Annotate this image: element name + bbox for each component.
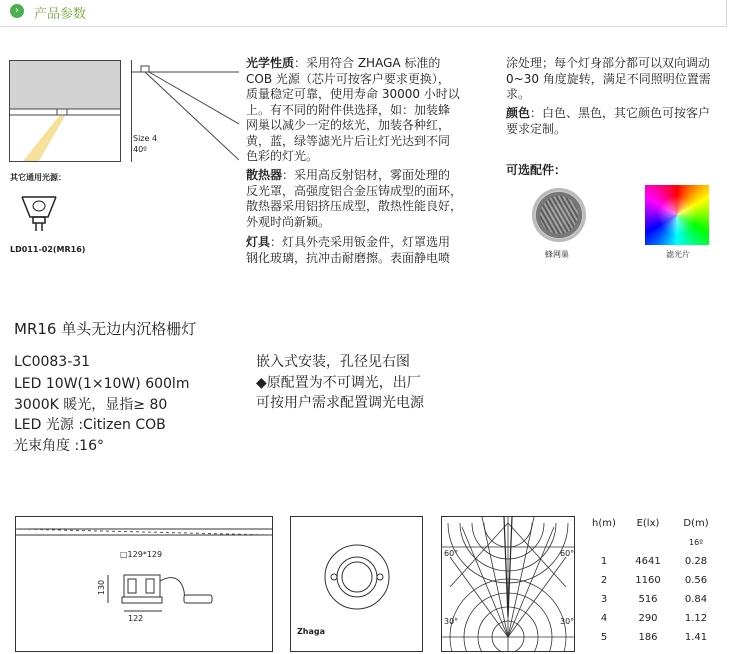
spec-light-source: LED 光源 :Citizen COB [14, 417, 166, 433]
honeycomb-label: 蜂网巢 [545, 250, 569, 259]
feature-heatsink-heading: 散热器 [246, 168, 283, 182]
color-filter-label: 滤光片 [666, 250, 690, 259]
dimension-drawing [15, 516, 273, 652]
feature-optical-heading: 光学性质 [246, 56, 295, 70]
feature-fixture-heading: 灯具 [246, 235, 271, 249]
table-row-4-e: 290 [638, 613, 658, 624]
chevron-right-icon: › [10, 4, 24, 18]
product-specs [14, 374, 189, 456]
size-label: Size 4 [133, 134, 158, 143]
angle-label: 40º [133, 145, 147, 154]
table-header-d: D(m) [683, 518, 709, 529]
zhaga-label: Zhaga [297, 627, 326, 636]
height-label: 130 [97, 579, 107, 596]
accessories-heading: 可选配件： [506, 163, 567, 177]
table-row-5-d: 1.41 [684, 632, 708, 643]
spec-color-temperature: 3000K 暖光，显指≥ 80 [14, 396, 168, 413]
honeycomb-accessory-image [532, 188, 586, 242]
table-row-3-e: 516 [638, 594, 658, 605]
polar-angle-left-top: 60° [444, 549, 459, 558]
color-filter-accessory-image [645, 185, 709, 245]
feature-optical: 光学性质：采用符合 ZHAGA 标准的 COB 光源（芯片可按客户要求更换）， 质量稳定可靠，使用寿命 30000 小时以 上。有不同的附件供选择，如：加装蜂 网巢以减少一定的炫光，加装各种红， 黄，蓝，绿等滤光片后让灯光达到不同 色彩的灯光。 [246, 56, 460, 163]
section-header [0, 0, 741, 26]
table-row-5-e: 186 [638, 632, 658, 643]
table-row-1-d: 0.28 [684, 556, 708, 567]
width-label: 122 [128, 614, 144, 623]
polar-angle-left-bottom: 30° [444, 617, 459, 626]
illuminance-table [582, 516, 732, 652]
install-notes: 嵌入式安装，孔径见右图 ◆原配置为不可调光，出厂 可按用户需求配置调光电源 [256, 354, 424, 411]
table-row-4-h: 4 [600, 613, 608, 624]
table-row-2-d: 0.56 [684, 575, 708, 586]
spec-power: LED 10W(1×10W) 600lm [14, 376, 190, 392]
table-row-3-h: 3 [600, 594, 608, 605]
table-header-e: E(lx) [636, 518, 660, 529]
header-divider [0, 26, 726, 27]
product-title: MR16 单头无边内沉格栅灯 [14, 320, 197, 338]
beam-diagram [9, 60, 121, 162]
polar-angle-right-bottom: 30° [560, 617, 575, 626]
table-row-2-e: 1160 [635, 575, 661, 586]
table-beam-angle: 16º [689, 538, 703, 547]
table-row-3-d: 0.84 [684, 594, 708, 605]
mr16-lamp-icon [20, 195, 58, 235]
table-row-1-h: 1 [600, 556, 608, 567]
table-row-2-h: 2 [600, 575, 608, 586]
header-vertical-divider [726, 0, 727, 27]
table-row-4-d: 1.12 [684, 613, 708, 624]
lamp-section-label: 其它通用光源： [10, 173, 66, 182]
spec-beam-angle: 光束角度 :16° [14, 437, 104, 454]
feature-fixture: 灯具：灯具外壳采用钣金件，灯罩选用 钢化玻璃，抗冲击耐磨擦。表面静电喷 [246, 235, 451, 265]
front-view-drawing [290, 516, 423, 652]
polar-distribution-chart [441, 516, 575, 652]
feature-continued: 涂处理；每个灯身部分都可以双向调动 0~30 角度旋转，满足不同照明位置需 求。 [506, 56, 711, 101]
polar-angle-right-top: 60° [560, 549, 575, 558]
feature-color: 颜色：白色、黑色，其它颜色可按客户 要求定制。 [506, 106, 711, 136]
feature-heatsink: 散热器：采用高反射铝材，雾面处理的 反光罩，高强度铝合金压铸成型的面环， 散热器采用铝挤压成型，散热性能良好， 外观时尚新颖。 [246, 168, 463, 229]
feature-color-heading: 颜色 [506, 106, 531, 120]
table-row-1-e: 4641 [635, 556, 661, 567]
table-row-5-h: 5 [600, 632, 608, 643]
product-code: LC0083-31 [14, 354, 91, 370]
cutout-label: □129*129 [120, 550, 163, 559]
lamp-model: LD011-02(MR16) [10, 245, 86, 254]
section-title: 产品参数 [34, 7, 87, 22]
table-header-h: h(m) [592, 518, 616, 529]
angle-diagram [131, 60, 239, 162]
